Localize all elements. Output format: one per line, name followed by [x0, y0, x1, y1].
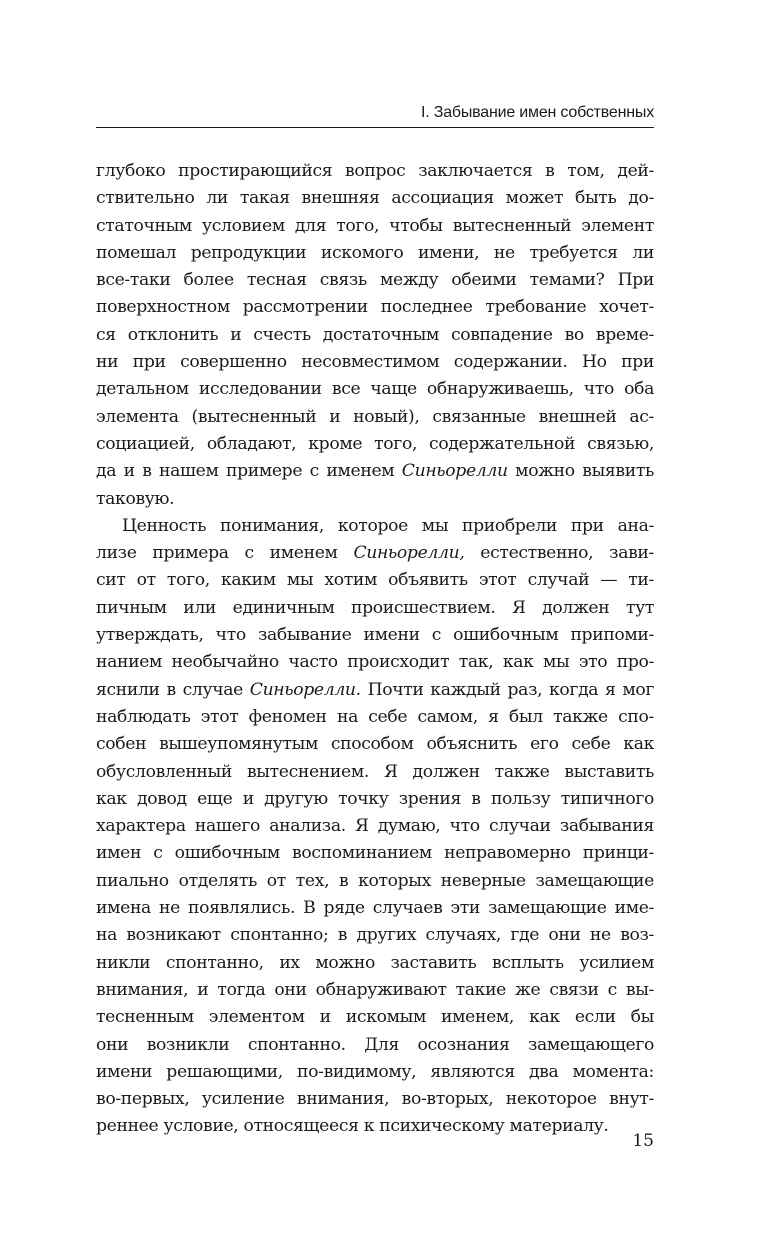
text-line: все-таки более тесная связь между обеими темами? При — [96, 270, 654, 291]
text-line: поверхностном рассмотрении последнее требование хочет- — [96, 297, 654, 318]
body-text — [96, 158, 654, 1141]
italic-name: Синьорелли. — [249, 679, 361, 700]
text-line: никли спонтанно, их можно заставить всплыть усилием — [96, 952, 654, 973]
text-line: пичным или единичным происшествием. Я должен тут — [96, 597, 654, 618]
italic-name: Синьорелли — [401, 461, 508, 482]
text-line: имени решающими, по-видимому, являются два момента: — [96, 1061, 654, 1082]
text-line: статочным условием для того, чтобы вытесненный элемент — [96, 215, 654, 236]
text-line: глубоко простирающийся вопрос заключается в том, дей- — [96, 161, 654, 181]
text-line: собен вышеупомянутым способом объяснить его себе как — [96, 734, 654, 755]
text-line: элемента (вытесненный и новый), связанные внешней ас- — [96, 406, 654, 427]
text-line: обусловленный вытеснением. Я должен также выставить — [96, 761, 654, 782]
text-line: детальном исследовании все чаще обнаруживаешь, что оба — [96, 379, 654, 400]
text-line: на возникают спонтанно; в других случаях, где они не воз- — [96, 925, 654, 946]
running-head-title: I. Забывание имен собственных — [421, 104, 654, 121]
page-number: 15 — [632, 1131, 654, 1151]
text-line: имена не появлялись. В ряде случаев эти замещающие име- — [96, 898, 654, 919]
paragraph-2 — [96, 513, 654, 1141]
text-line: они возникли спонтанно. Для осознания замещающего — [96, 1034, 654, 1055]
text-line: как довод еще и другую точку зрения в пользу типичного — [96, 788, 654, 809]
italic-name: Синьорелли, — [353, 543, 465, 564]
text-line: сит от того, каким мы хотим объявить этот случай — ти- — [96, 570, 654, 591]
text-line: пиально отделять от тех, в которых неверные замещающие — [96, 870, 654, 891]
text-line: во-первых, усиление внимания, во-вторых, некоторое внут- — [96, 1089, 654, 1110]
text-line: ся отклонить и счесть достаточным совпадение во време- — [96, 324, 654, 345]
text-line: ни при совершенно несовместимом содержании. Но при — [96, 352, 654, 373]
text-line: тесненным элементом и искомым именем, как если бы — [96, 1007, 654, 1028]
text-line: помешал репродукции искомого имени, не требуется ли — [96, 242, 654, 263]
text-line: яснили в случае Синьорелли. Почти каждый раз, когда я мог — [96, 679, 654, 700]
paragraph-1 — [96, 158, 654, 513]
text-line: внимания, и тогда они обнаруживают такие же связи с вы- — [96, 979, 654, 1000]
text-line: наблюдать этот феномен на себе самом, я был также спо- — [96, 706, 654, 727]
text-line: социацией, обладают, кроме того, содержательной связью, — [96, 433, 654, 454]
text-line: имен с ошибочным воспоминанием неправомерно принци- — [96, 843, 654, 864]
text-line: Ценность понимания, которое мы приобрели при ана- — [122, 515, 654, 536]
text-line: нанием необычайно часто происходит так, как мы это про- — [96, 652, 654, 673]
text-line: таковую. — [96, 488, 175, 509]
text-line: ствительно ли такая внешняя ассоциация может быть до- — [96, 188, 654, 209]
text-line: реннее условие, относящееся к психическому материалу. — [96, 1116, 609, 1137]
text-line: да и в нашем примере с именем Синьорелли можно выявить — [96, 461, 654, 482]
text-line: лизе примера с именем Синьорелли, естественно, зави- — [96, 543, 654, 564]
running-head — [96, 103, 654, 128]
text-line: утверждать, что забывание имени с ошибочным припоми- — [96, 625, 654, 646]
text-line: характера нашего анализа. Я думаю, что случаи забывания — [96, 816, 654, 837]
